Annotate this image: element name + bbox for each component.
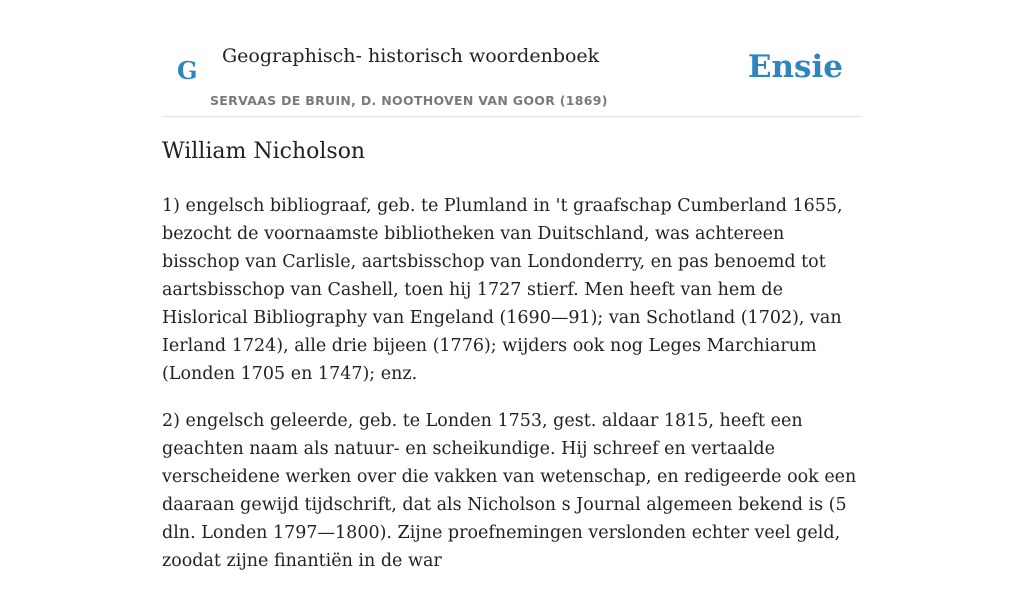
book-authors: SERVAAS DE BRUIN, D. NOOTHOVEN VAN GOOR (1869)	[210, 93, 608, 108]
book-icon[interactable]: G	[177, 56, 198, 85]
article-title: William Nicholson	[162, 139, 366, 164]
article-paragraph-1: 1) engelsch bibliograaf, geb. te Plumland in 't graafschap Cumberland 1655, bezocht de voornaamste bibliotheken van Duitschland, was achtereen bisschop van Carlisle, aartsbisschop van Londonderry, en pas benoemd tot aartsbisschop van Cashell, toen hij 1727 stierf. Men heeft van hem de Hislorical Bibliography van Engeland (1690—91); van Schotland (1702), van Ierland 1724), alle drie bijeen (1776); wijders ook nog Leges Marchiarum (Londen 1705 en 1747); enz.	[162, 196, 843, 384]
book-title-link[interactable]: Geographisch- historisch woordenboek	[222, 45, 600, 67]
article-body	[162, 192, 864, 594]
article-paragraph-2: 2) engelsch geleerde, geb. te Londen 1753, gest. aldaar 1815, heeft een geachten naam als natuur- en scheikundige. Hij schreef en vertaalde verscheidene werken over die vakken van wetenschap, en redigeerde ook een daaraan gewijd tijdschrift, dat als Nicholson s Journal algemeen bekend is (5 dln. Londen 1797—1800). Zijne proefnemingen verslonden echter veel geld, zoodat zijne finantiën in de war	[162, 411, 857, 571]
header	[162, 0, 862, 117]
ensie-logo[interactable]: Ensie	[747, 49, 843, 85]
